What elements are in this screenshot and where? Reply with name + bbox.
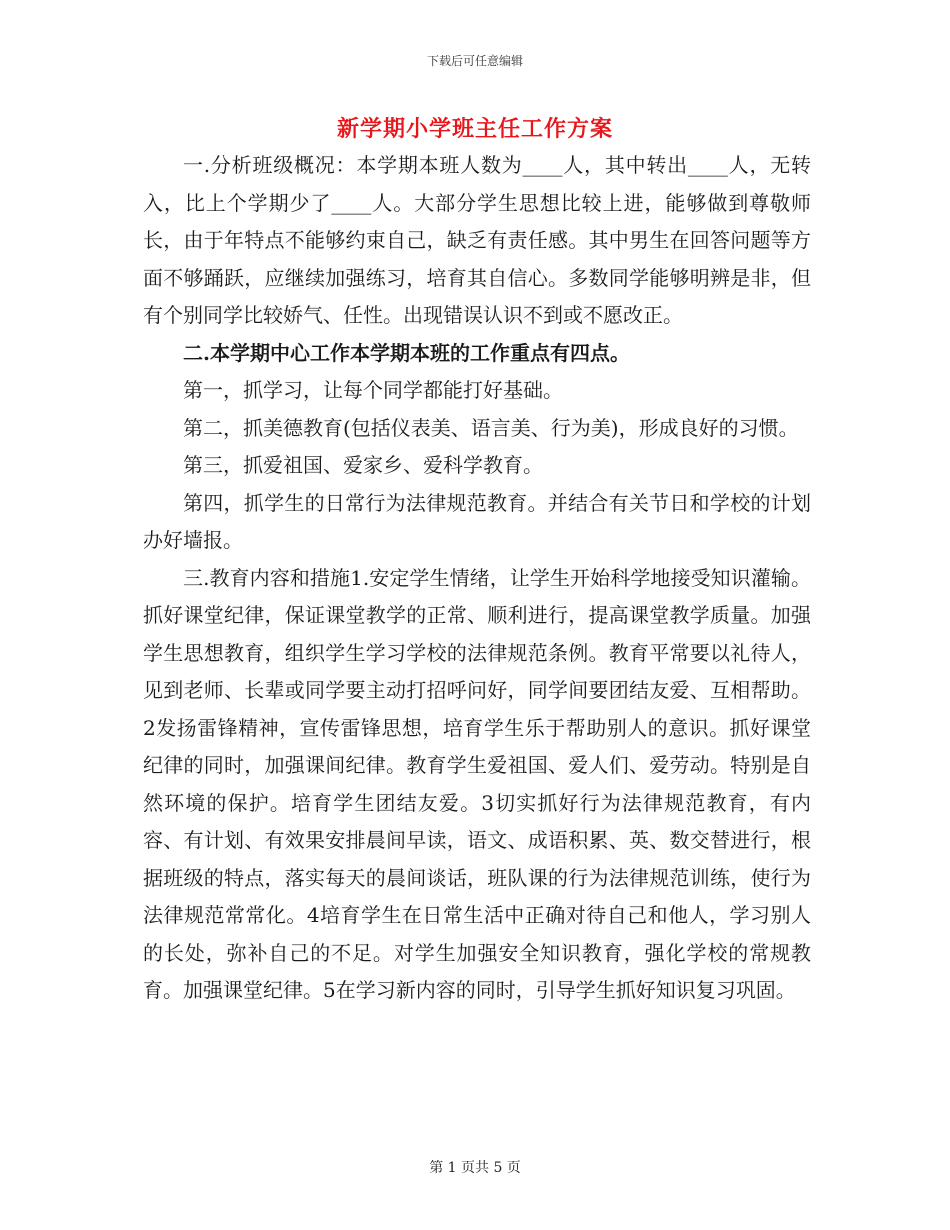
paragraph-central-work-heading: 二.本学期中心工作本学期本班的工作重点有四点。 (183, 340, 630, 365)
paragraph-point-four: 第四，抓学生的日常行为法律规范教育。并结合有关节日和学校的计划办好墙报。 (143, 490, 811, 552)
page-header-note: 下载后可任意编辑 (426, 54, 523, 68)
paragraph-point-two: 第二，抓美德教育(包括仪表美、语言美、行为美)，形成良好的习惯。 (183, 415, 799, 440)
paragraph-class-overview: 一.分析班级概况：本学期本班人数为____人，其中转出____人，无转入，比上个学期少了____人。大部分学生思想比较上进，能够做到尊敬师长，由于年特点不能够约束自己，缺乏有责任感。其中男生在回答问题等方面不够踊跃，应继续加强练习，培育其自信心。多数同学能够明辨是非，但有个别同学比较娇气、任性。出现错误认识不到或不愿改正。 (143, 153, 811, 327)
document-body (143, 147, 811, 1010)
paragraph-education-measures: 三.教育内容和措施1.安定学生情绪，让学生开始科学地接受知识灌输。抓好课堂纪律，保证课堂教学的正常、顺利进行，提高课堂教学质量。加强学生思想教育，组织学生学习学校的法律规范条例。教育平常要以礼待人，见到老师、长辈或同学要主动打招呼问好，同学间要团结友爱、互相帮助。2发扬雷锋精神，宣传雷锋思想，培育学生乐于帮助别人的意识。抓好课堂纪律的同时，加强课间纪律。教育学生爱祖国、爱人们、爱劳动。特别是自然环境的保护。培育学生团结友爱。3切实抓好行为法律规范教育，有内容、有计划、有效果安排晨间早读，语文、成语积累、英、数交替进行，根据班级的特点，落实每天的晨间谈话，班队课的行为法律规范训练，使行为法律规范常常化。4培育学生在日常生活中正确对待自己和他人，学习别人的长处，弥补自己的不足。对学生加强安全知识教育，强化学校的常规教育。加强课堂纪律。5在学习新内容的同时，引导学生抓好知识复习巩固。 (143, 565, 811, 1002)
paragraph-point-one: 第一，抓学习，让每个同学都能打好基础。 (183, 378, 563, 402)
document-title: 新学期小学班主任工作方案 (336, 116, 613, 142)
page-number: 第 1 页共 5 页 (429, 1160, 521, 1176)
paragraph-point-three: 第三，抓爱祖国、爱家乡、爱科学教育。 (183, 453, 543, 477)
